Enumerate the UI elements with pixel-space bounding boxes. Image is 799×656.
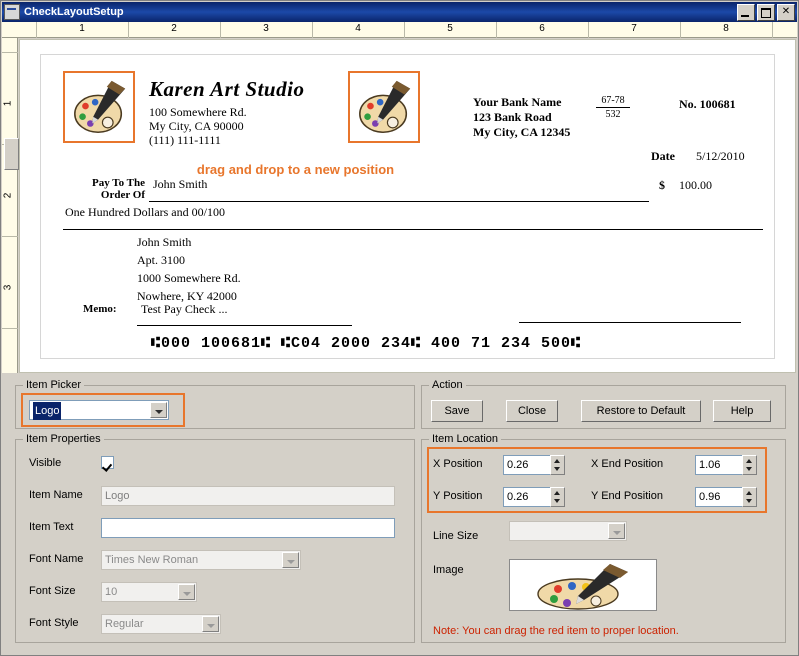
window-title: CheckLayoutSetup: [24, 6, 124, 18]
art-palette-icon: [69, 77, 131, 139]
ruler-h-tick-7: 7: [631, 23, 637, 34]
payee-address-line-2: Apt. 3100: [137, 253, 185, 267]
y-end-position-input[interactable]: 0.96: [695, 487, 753, 507]
close-button[interactable]: [777, 4, 795, 21]
memo-value[interactable]: Test Pay Check ...: [141, 302, 228, 316]
dollar-sign[interactable]: $: [659, 178, 665, 192]
business-address-line-2: My City, CA 90000: [149, 119, 244, 133]
x-position-label: X Position: [433, 458, 483, 470]
y-position-spinner[interactable]: [550, 487, 565, 507]
y-position-input[interactable]: 0.26: [503, 487, 561, 507]
font-name-label: Font Name: [29, 553, 84, 565]
ruler-h-tick-6: 6: [539, 23, 545, 34]
spinner-up-icon[interactable]: [551, 456, 564, 465]
logo-item-current[interactable]: [63, 71, 135, 143]
check-number[interactable]: No. 100681: [679, 97, 736, 111]
signature-line[interactable]: [519, 310, 741, 323]
check-business-address[interactable]: [149, 105, 247, 147]
horizontal-ruler: [2, 22, 797, 38]
check-routing-fraction[interactable]: [596, 95, 630, 120]
visible-label: Visible: [29, 457, 62, 469]
check-preview-canvas[interactable]: [19, 39, 796, 373]
app-window-icon: [4, 4, 20, 20]
font-name-value: Times New Roman: [105, 554, 199, 566]
check-bank-info[interactable]: [473, 95, 570, 140]
image-label: Image: [433, 564, 464, 576]
item-properties-legend: Item Properties: [23, 433, 104, 445]
line-size-label: Line Size: [433, 530, 479, 542]
art-palette-icon: [510, 560, 657, 611]
business-address-line-1: 100 Somewhere Rd.: [149, 105, 247, 119]
logo-item-target[interactable]: [348, 71, 420, 143]
payee-address-line-1: John Smith: [137, 235, 192, 249]
pay-to-label-line-1: Pay To The: [92, 177, 145, 189]
window-controls: [737, 4, 795, 21]
ruler-v-tick-3: 3: [2, 284, 14, 291]
ruler-h-tick-3: 3: [263, 23, 269, 34]
action-legend: Action: [429, 379, 466, 391]
chevron-down-icon[interactable]: [178, 584, 195, 600]
x-position-input[interactable]: 0.26: [503, 455, 561, 475]
font-style-label: Font Style: [29, 617, 79, 629]
status-strip: [2, 648, 797, 654]
font-size-combo[interactable]: [101, 582, 197, 602]
bank-line-1: Your Bank Name: [473, 95, 562, 109]
window-title-bar: [2, 2, 797, 22]
close-icon: ✕: [781, 5, 791, 17]
close-button-action[interactable]: Close: [506, 400, 558, 422]
font-name-combo[interactable]: [101, 550, 301, 570]
ruler-v-tick-2: 2: [2, 192, 14, 199]
spinner-down-icon[interactable]: [551, 497, 564, 506]
chevron-down-icon[interactable]: [202, 616, 219, 632]
restore-to-default-button[interactable]: Restore to Default: [581, 400, 701, 422]
line-size-combo[interactable]: [509, 521, 627, 541]
payee-address-line-3: 1000 Somewhere Rd.: [137, 271, 241, 285]
ruler-h-tick-1: 1: [79, 23, 85, 34]
date-value[interactable]: 5/12/2010: [696, 149, 745, 163]
item-properties-group: [15, 433, 415, 643]
item-picker-legend: Item Picker: [23, 379, 84, 391]
y-end-position-spinner[interactable]: [742, 487, 757, 507]
chevron-down-icon[interactable]: [150, 402, 167, 418]
amount-numeric[interactable]: 100.00: [679, 178, 712, 192]
image-preview[interactable]: [509, 559, 657, 611]
amount-in-words[interactable]: One Hundred Dollars and 00/100: [65, 205, 225, 219]
business-address-line-3: (111) 111-1111: [149, 133, 221, 147]
ruler-h-tick-5: 5: [447, 23, 453, 34]
spinner-up-icon[interactable]: [743, 488, 756, 497]
item-picker-selected-value: Logo: [33, 402, 61, 420]
fraction-denominator: 532: [605, 109, 621, 120]
item-text-input[interactable]: [101, 518, 395, 538]
bank-line-2: 123 Bank Road: [473, 110, 552, 124]
date-label[interactable]: Date: [651, 149, 675, 163]
pay-to-the-order-of-label[interactable]: [75, 177, 145, 201]
item-text-label: Item Text: [29, 521, 74, 533]
maximize-button[interactable]: [757, 4, 775, 21]
x-end-position-spinner[interactable]: [742, 455, 757, 475]
memo-label[interactable]: Memo:: [83, 303, 117, 315]
ruler-h-tick-8: 8: [723, 23, 729, 34]
payee-name[interactable]: John Smith: [153, 177, 208, 191]
spinner-up-icon[interactable]: [743, 456, 756, 465]
vertical-scroll-thumb[interactable]: [4, 138, 19, 170]
spinner-down-icon[interactable]: [743, 465, 756, 474]
ruler-h-tick-2: 2: [171, 23, 177, 34]
vertical-ruler: [2, 38, 18, 373]
check-business-name[interactable]: Karen Art Studio: [149, 77, 305, 101]
spinner-up-icon[interactable]: [551, 488, 564, 497]
font-size-label: Font Size: [29, 585, 76, 597]
font-style-value: Regular: [105, 618, 144, 630]
spinner-down-icon[interactable]: [551, 465, 564, 474]
ruler-h-tick-4: 4: [355, 23, 361, 34]
chevron-down-icon[interactable]: [282, 552, 299, 568]
ruler-v-tick-1: 1: [2, 100, 14, 107]
payee-line: [149, 187, 649, 202]
item-name-input[interactable]: Logo: [101, 486, 395, 506]
font-style-combo[interactable]: [101, 614, 221, 634]
visible-checkbox[interactable]: [101, 456, 114, 469]
help-button[interactable]: Help: [713, 400, 771, 422]
save-button[interactable]: Save: [431, 400, 483, 422]
check-face: [40, 54, 775, 359]
payee-address-block[interactable]: [137, 233, 241, 305]
payee-address-line-4: Nowhere, KY 42000: [137, 289, 237, 303]
x-end-position-label: X End Position: [591, 458, 664, 470]
pay-to-label-line-2: Order Of: [100, 189, 145, 201]
y-position-label: Y Position: [433, 490, 483, 502]
drag-and-drop-hint: drag and drop to a new position: [196, 162, 395, 177]
minimize-icon: [738, 5, 754, 20]
art-palette-icon: [354, 77, 416, 139]
x-position-spinner[interactable]: [550, 455, 565, 475]
minimize-button[interactable]: [737, 4, 755, 21]
x-end-position-input[interactable]: 1.06: [695, 455, 753, 475]
y-end-position-label: Y End Position: [591, 490, 663, 502]
bank-line-3: My City, CA 12345: [473, 125, 571, 139]
location-note: Note: You can drag the red item to proper location.: [433, 625, 679, 637]
micr-line[interactable]: ⑆000 100681⑆ ⑆C04 2000 234⑆ 400 71 234 500⑆: [151, 335, 582, 352]
spinner-down-icon[interactable]: [743, 497, 756, 506]
chevron-down-icon[interactable]: [608, 523, 625, 539]
item-location-legend: Item Location: [429, 433, 501, 445]
fraction-numerator: 67-78: [596, 95, 630, 108]
font-size-value: 10: [105, 586, 118, 598]
maximize-icon: [758, 5, 774, 20]
item-picker-combo[interactable]: [29, 400, 169, 420]
item-name-label: Item Name: [29, 489, 83, 501]
